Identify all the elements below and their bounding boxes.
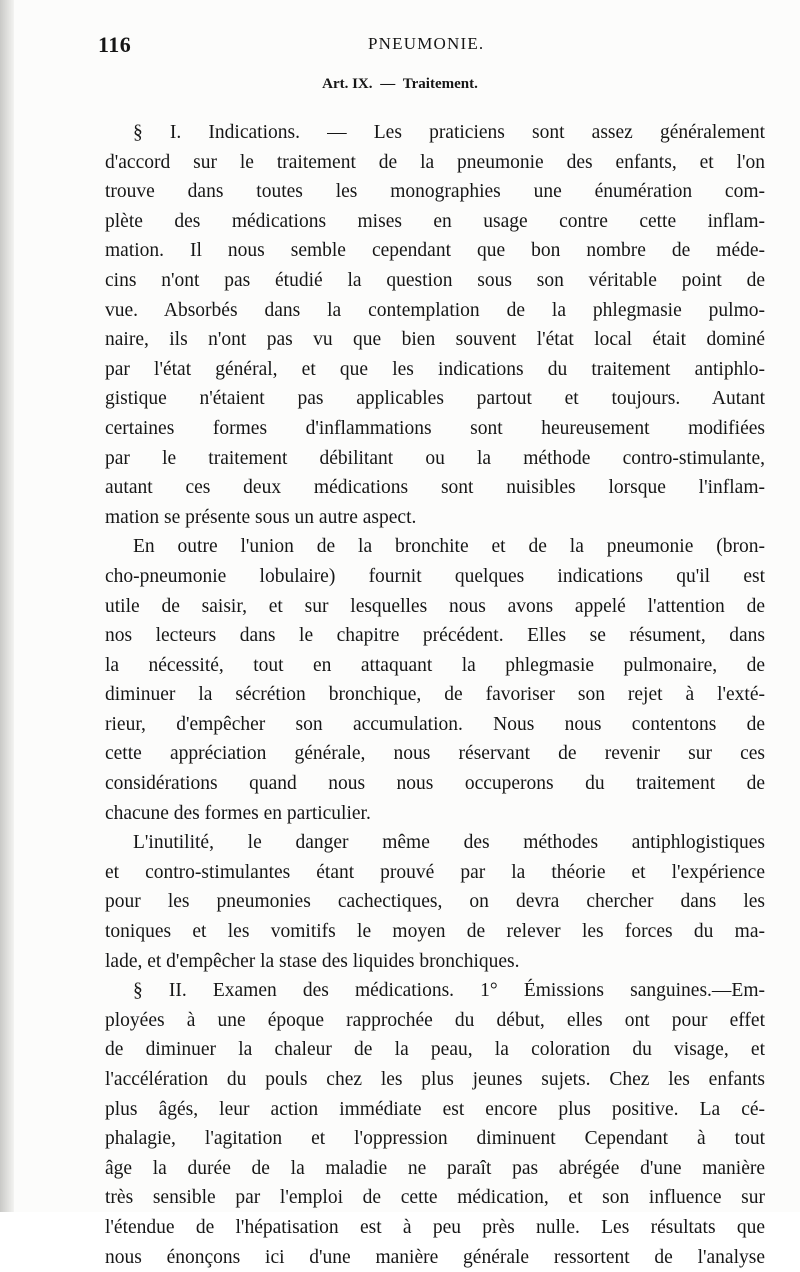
article-heading [0,76,800,93]
text-line: nos lecteurs dans le chapitre précédent. Elles se résument, dans [105,625,765,647]
running-title: PNEUMONIE. [368,34,485,53]
text-line: lade, et d'empêcher la stase des liquides bronchiques. [105,950,520,972]
text-line: de diminuer la chaleur de la peau, la coloration du visage, et [105,1039,765,1061]
text-line: nous énonçons ici d'une manière générale ressortent de l'analyse [105,1246,765,1268]
text-line: cho-pneumonie lobulaire) fournit quelques indications qu'il est [105,565,765,587]
text-line: pour les pneumonies cachectiques, on devra chercher dans les [105,891,765,913]
text-line: trouve dans toutes les monographies une énumération com- [105,181,765,203]
text-line: considérations quand nous nous occuperons du traitement de [105,773,765,795]
text-line: mation se présente sous un autre aspect. [105,506,417,528]
text-line: toniques et les vomitifs le moyen de relever les forces du ma- [105,921,765,943]
text-line: chacune des formes en particulier. [105,802,371,824]
text-line: naire, ils n'ont pas vu que bien souvent l'état local était dominé [105,329,765,351]
article-label: Art. IX. [322,76,373,92]
text-line: ployées à une époque rapprochée du début, elles ont pour effet [105,1009,765,1031]
article-title: Traitement. [402,76,478,92]
text-line: certaines formes d'inflammations sont heureusement modifiées [105,417,765,439]
text-line: plète des médications mises en usage contre cette inflam- [105,210,765,232]
text-line: rieur, d'empêcher son accumulation. Nous nous contentons de [105,713,765,735]
text-line: la nécessité, tout en attaquant la phlegmasie pulmonaire, de [105,654,765,676]
page-number: 116 [98,32,132,57]
text-line: d'accord sur le traitement de la pneumonie des enfants, et l'on [105,151,765,173]
text-line: par le traitement débilitant ou la méthode contro-stimulante, [105,447,765,469]
page-header [98,28,778,60]
body-text [105,118,765,1272]
article-dash: — [380,76,396,92]
text-line: gistique n'étaient pas applicables partout et toujours. Autant [105,388,765,410]
text-line: cins n'ont pas étudié la question sous son véritable point de [105,269,765,291]
text-line: phalagie, l'agitation et l'oppression diminuent Cependant à tout [105,1128,765,1150]
text-line: § I. Indications. — Les praticiens sont assez généralement [133,122,765,143]
text-line: autant ces deux médications sont nuisibles lorsque l'inflam- [105,477,765,499]
text-line: et contro-stimulantes étant prouvé par la théorie et l'expérience [105,861,765,883]
text-line: diminuer la sécrétion bronchique, de favoriser son rejet à l'exté- [105,684,765,706]
text-line: En outre l'union de la bronchite et de la pneumonie (bron- [133,536,765,558]
text-line: très sensible par l'emploi de cette médication, et son influence sur [105,1187,765,1209]
text-line: L'inutilité, le danger même des méthodes antiphlogistiques [133,832,765,854]
text-line: l'accélération du pouls chez les plus jeunes sujets. Chez les enfants [105,1069,765,1090]
text-line: âge la durée de la maladie ne paraît pas abrégée d'une manière [105,1157,765,1179]
text-line: l'étendue de l'hépatisation est à peu près nulle. Les résultats que [105,1216,765,1238]
text-line: mation. Il nous semble cependant que bon nombre de méde- [105,240,765,262]
text-line: vue. Absorbés dans la contemplation de la phlegmasie pulmo- [105,299,765,321]
text-line: plus âgés, leur action immédiate est encore plus positive. La cé- [105,1098,765,1120]
text-line: par l'état général, et que les indications du traitement antiphlo- [105,358,765,380]
text-line: § II. Examen des médications. 1° Émissions sanguines.—Em- [133,980,765,1002]
text-line: utile de saisir, et sur lesquelles nous avons appelé l'attention de [105,595,765,617]
page-gutter-shadow [0,0,14,1212]
text-line: cette appréciation générale, nous réservant de revenir sur ces [105,743,765,765]
